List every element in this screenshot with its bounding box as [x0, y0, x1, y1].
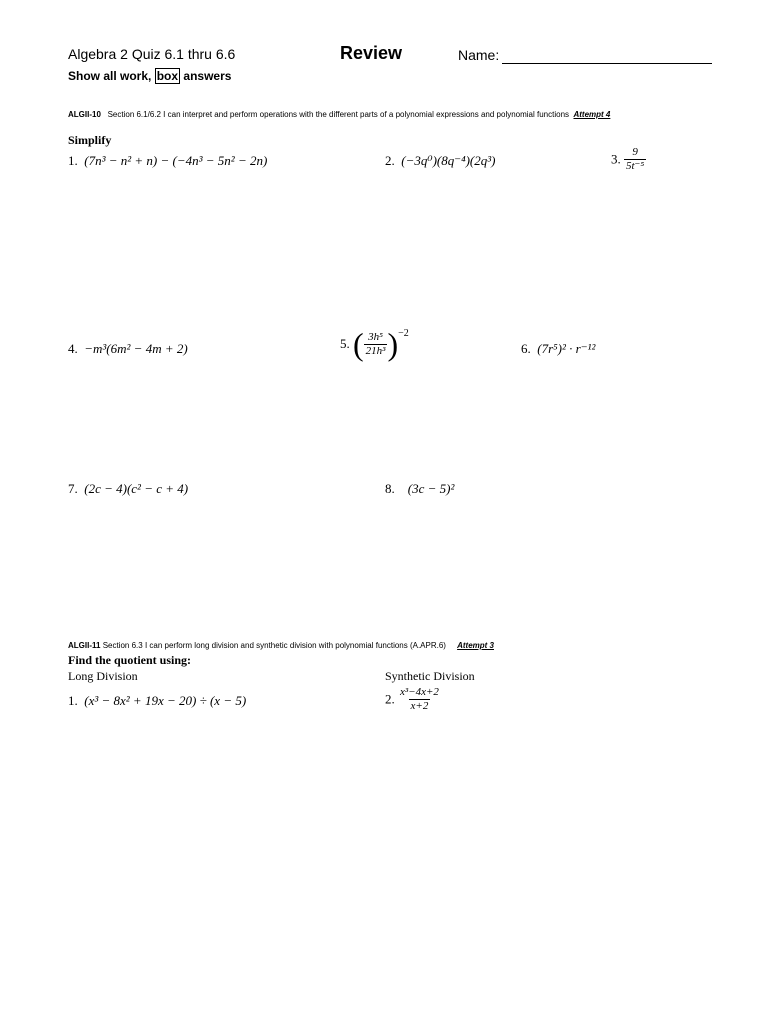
division-problem-1 — [68, 693, 246, 709]
instructions — [68, 69, 231, 83]
instructions-suffix: answers — [183, 69, 232, 83]
problem-5-right-paren: ) — [387, 326, 399, 362]
problem-1 — [68, 153, 267, 169]
problem-1-number: 1. — [68, 153, 78, 168]
division-problem-2-denominator: x+2 — [410, 700, 429, 712]
review-title: Review — [340, 43, 403, 63]
division-problem-2-fraction — [398, 686, 441, 713]
problem-2 — [385, 153, 496, 169]
division-problem-1-number: 1. — [68, 693, 78, 708]
problem-6 — [521, 341, 595, 357]
synthetic-division-label: Synthetic Division — [385, 669, 475, 683]
problem-4 — [68, 341, 188, 357]
problem-8 — [385, 481, 454, 497]
problem-4-expression: −m³(6m² − 4m + 2) — [84, 341, 188, 356]
problem-5-denominator: 21h³ — [365, 344, 386, 357]
name-field-line[interactable] — [502, 62, 712, 64]
problem-5-numerator: 3h⁵ — [368, 330, 383, 343]
section1-standard — [68, 110, 610, 119]
problem-7-number: 7. — [68, 481, 78, 496]
section1-code: ALGII-10 — [68, 110, 101, 119]
long-division-label: Long Division — [68, 669, 138, 683]
problem-6-expression: (7r⁵)² · r⁻¹² — [537, 341, 596, 356]
course-title: Algebra 2 Quiz 6.1 thru 6.6 — [68, 46, 236, 62]
problem-3 — [611, 146, 646, 173]
problem-3-denominator: 5t⁻⁵ — [626, 160, 645, 172]
division-problem-2 — [385, 686, 441, 713]
section2-attempt: Attempt 3 — [457, 641, 494, 650]
division-problem-2-number: 2. — [385, 691, 395, 707]
problem-2-expression: (−3q⁰)(8q⁻⁴)(2q³) — [401, 153, 496, 168]
problem-2-number: 2. — [385, 153, 395, 168]
problem-8-expression: (3c − 5)² — [407, 481, 455, 496]
problem-5-left-paren: ( — [353, 326, 364, 362]
division-problem-1-expression: (x³ − 8x² + 19x − 20) ÷ (x − 5) — [84, 693, 247, 708]
problem-5-exponent: −2 — [398, 328, 409, 339]
instructions-boxed-word: box — [156, 69, 179, 83]
section2-standard — [68, 641, 494, 650]
instructions-prefix: Show all work, — [68, 69, 152, 83]
problem-5 — [340, 328, 409, 360]
problem-3-number: 3. — [611, 151, 621, 167]
problem-8-number: 8. — [385, 481, 395, 496]
section2-description: Section 6.3 I can perform long division and synthetic division with polynomial functions (A.APR.6) — [102, 641, 446, 650]
problem-5-number: 5. — [340, 336, 350, 351]
simplify-heading: Simplify — [68, 133, 112, 147]
problem-5-fraction — [364, 331, 388, 358]
quotient-heading: Find the quotient using: — [68, 653, 192, 667]
problem-3-fraction — [624, 146, 646, 173]
problem-3-numerator: 9 — [632, 146, 638, 158]
problem-4-number: 4. — [68, 341, 78, 356]
problem-6-number: 6. — [521, 341, 531, 356]
problem-7-expression: (2c − 4)(c² − c + 4) — [84, 481, 189, 496]
problem-7 — [68, 481, 188, 497]
problem-1-expression: (7n³ − n² + n) − (−4n³ − 5n² − 2n) — [84, 153, 268, 168]
division-problem-2-numerator: x³−4x+2 — [400, 686, 439, 698]
name-label: Name: — [458, 47, 500, 63]
section2-code: ALGII-11 — [68, 641, 101, 650]
section1-description: Section 6.1/6.2 I can interpret and perform operations with the different parts of a polynomial expressions and polynomial functions — [107, 110, 570, 119]
section1-attempt: Attempt 4 — [573, 110, 611, 119]
